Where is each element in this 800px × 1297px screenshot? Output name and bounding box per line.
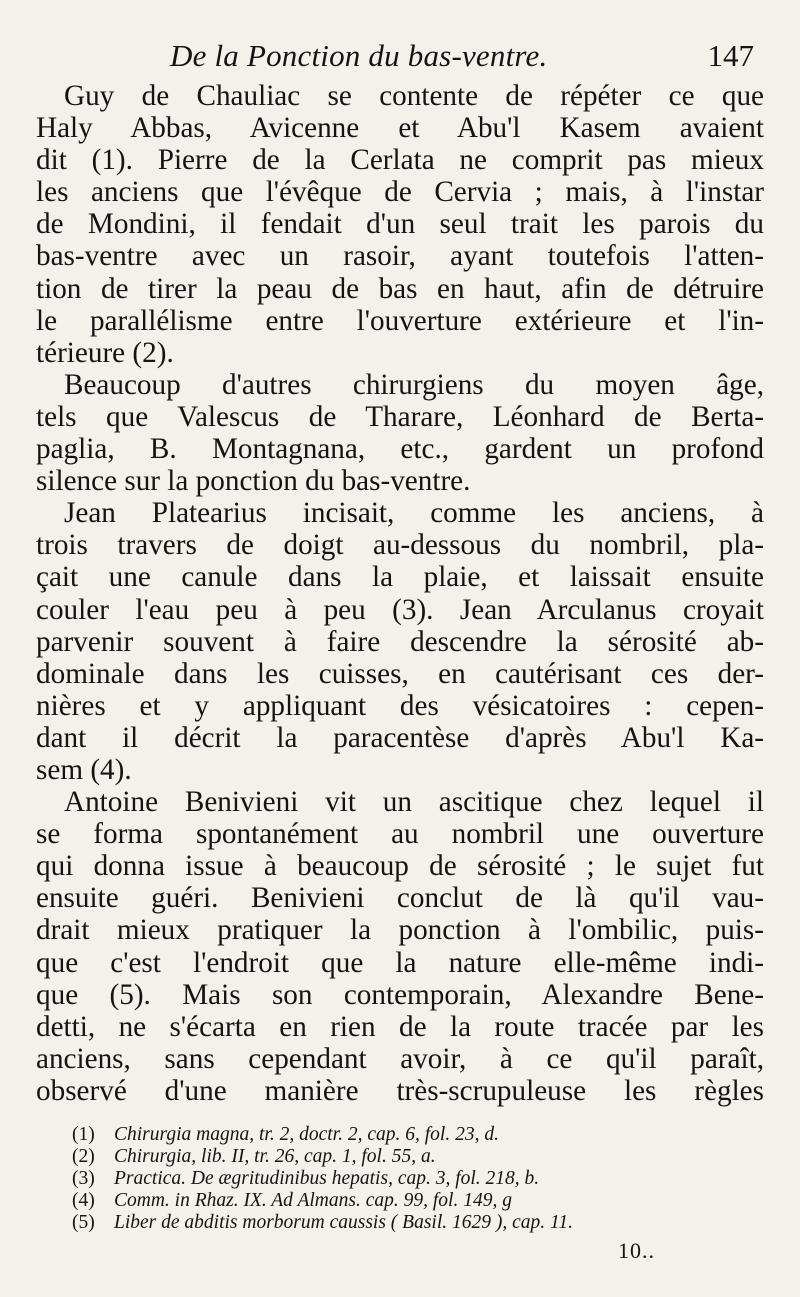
page-number: 147 xyxy=(707,38,754,73)
text-line: çait une canule dans la plaie, et laissait ensuite xyxy=(36,561,764,594)
text-line: silence sur la ponction du bas-ventre. xyxy=(36,465,471,498)
text-line: parvenir souvent à faire descendre la sérosité ab- xyxy=(36,625,764,658)
text-line: Beaucoup d'autres chirurgiens du moyen âge, xyxy=(64,368,764,401)
text-line: couler l'eau peu à peu (3). Jean Arculanus croyait xyxy=(36,593,764,626)
footnote xyxy=(72,1124,772,1146)
footnote-text: Comm. in Rhaz. IX. Ad Almans. cap. 99, fol. 149, g xyxy=(114,1190,512,1211)
footnote-text: Liber de abditis morborum caussis ( Basil. 1629 ), cap. 11. xyxy=(114,1212,573,1233)
text-line: dominale dans les cuisses, en cautérisant ces der- xyxy=(36,657,764,690)
text-line: sem (4). xyxy=(36,753,132,786)
page-header xyxy=(170,38,760,78)
text-line: nières et y appliquant des vésicatoires : cepen- xyxy=(36,689,764,722)
text-line: paglia, B. Montagnana, etc., gardent un profond xyxy=(36,433,764,466)
footnotes xyxy=(72,1124,772,1234)
footnote-mark: (1) xyxy=(72,1124,95,1145)
text-line: Jean Platearius incisait, comme les anciens, à xyxy=(64,497,764,530)
footnote-text: Chirurgia magna, tr. 2, doctr. 2, cap. 6, fol. 23, d. xyxy=(114,1124,499,1145)
running-title: De la Ponction du bas-ventre. xyxy=(170,38,548,73)
text-line: dant il décrit la paracentèse d'après Abu'l Ka- xyxy=(36,721,764,754)
footnote xyxy=(72,1212,772,1234)
footnote xyxy=(72,1190,772,1212)
text-line: anciens, sans cependant avoir, à ce qu'il paraît, xyxy=(36,1042,764,1075)
text-line: Guy de Chauliac se contente de répéter ce que xyxy=(64,80,764,112)
footnote xyxy=(72,1146,772,1168)
text-line: observé d'une manière très-scrupuleuse les règles xyxy=(36,1074,764,1107)
text-line: qui donna issue à beaucoup de sérosité ; le sujet fut xyxy=(36,850,764,883)
footnote-text: Practica. De ægritudinibus hepatis, cap. 3, fol. 218, b. xyxy=(114,1168,540,1189)
text-line: ensuite guéri. Benivieni conclut de là qu'il vau- xyxy=(36,882,764,915)
text-line: les anciens que l'évêque de Cervia ; mais, à l'instar xyxy=(36,176,764,209)
signature-mark: 10.. xyxy=(618,1238,655,1263)
text-line: que c'est l'endroit que la nature elle-même indi- xyxy=(36,946,764,979)
text-line: bas-ventre avec un rasoir, ayant toutefois l'atten- xyxy=(36,240,764,273)
text-line: se forma spontanément au nombril une ouverture xyxy=(36,818,764,851)
footnote-mark: (3) xyxy=(72,1168,95,1189)
text-line: trois travers de doigt au-dessous du nombril, pla- xyxy=(36,529,764,562)
text-line: térieure (2). xyxy=(36,336,174,369)
footnote-mark: (2) xyxy=(72,1146,95,1167)
text-line: Haly Abbas, Avicenne et Abu'l Kasem avaient xyxy=(36,112,764,145)
text-line: detti, ne s'écarta en rien de la route tracée par les xyxy=(36,1010,764,1043)
text-line: Antoine Benivieni vit un ascitique chez lequel il xyxy=(64,786,764,819)
text-line: que (5). Mais son contemporain, Alexandre Bene- xyxy=(36,978,764,1011)
footnote-mark: (4) xyxy=(72,1190,95,1211)
text-line: dit (1). Pierre de la Cerlata ne comprit pas mieux xyxy=(36,144,764,177)
footnote xyxy=(72,1168,772,1190)
text-line: tels que Valescus de Tharare, Léonhard de Berta- xyxy=(36,400,764,433)
footnote-mark: (5) xyxy=(72,1212,95,1233)
footnote-text: Chirurgia, lib. II, tr. 26, cap. 1, fol. 55, a. xyxy=(114,1146,436,1167)
text-line: tion de tirer la peau de bas en haut, afin de détruire xyxy=(36,272,764,305)
text-line: drait mieux pratiquer la ponction à l'ombilic, puis- xyxy=(36,914,764,947)
text-line: le parallélisme entre l'ouverture extérieure et l'in- xyxy=(36,304,764,337)
text-line: de Mondini, il fendait d'un seul trait les parois du xyxy=(36,208,764,241)
body-text xyxy=(36,80,764,1107)
